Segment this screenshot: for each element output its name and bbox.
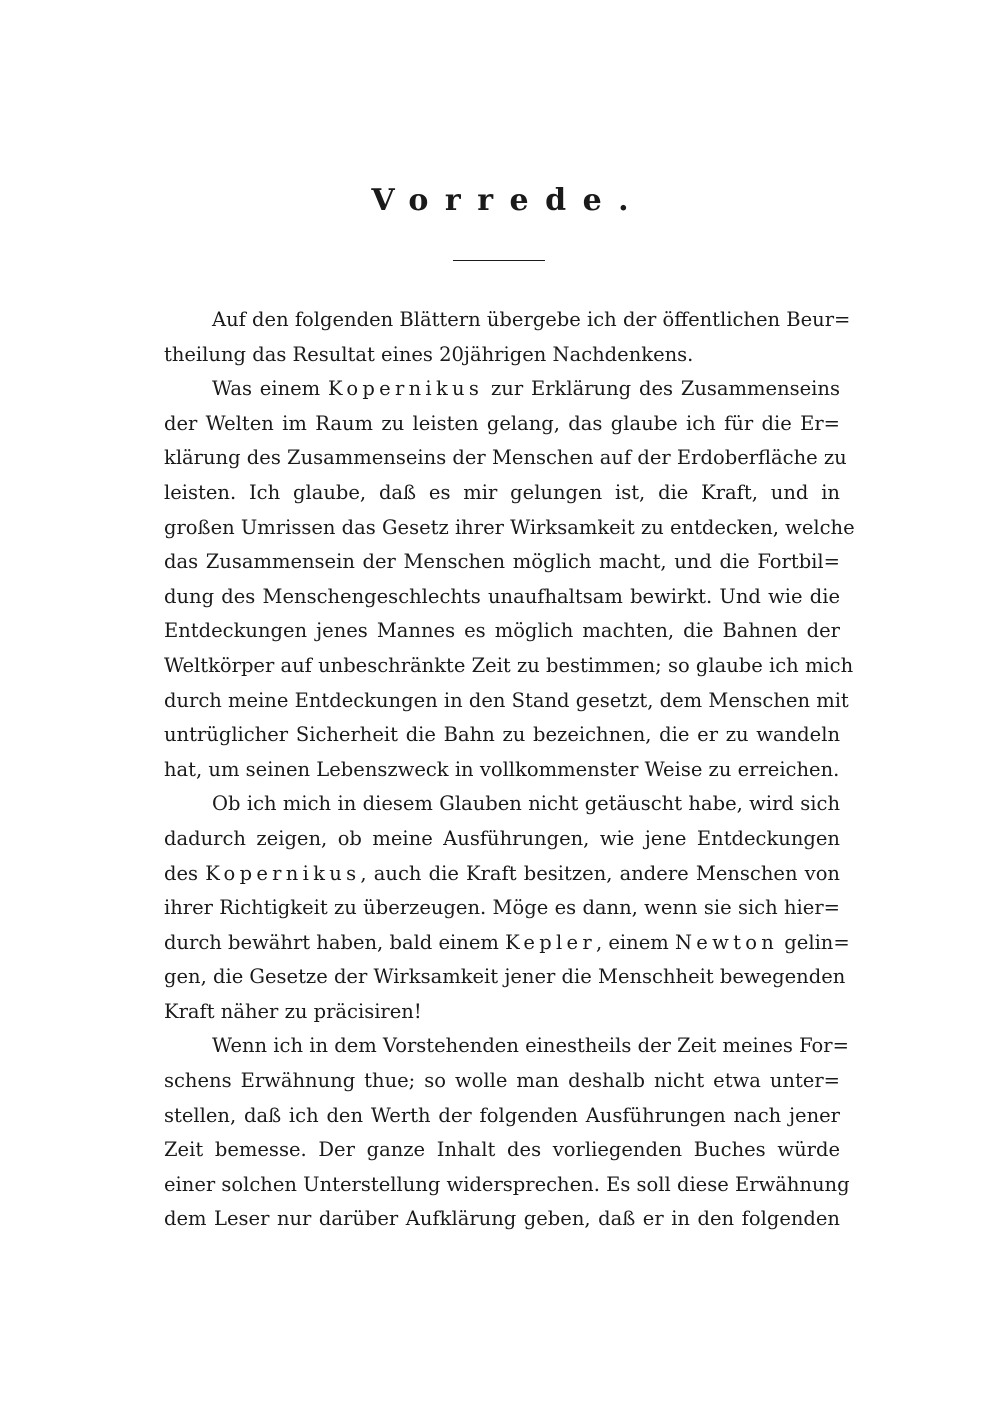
text-line: Ob ich mich in diesem Glauben nicht getäuscht habe, wird sich	[212, 792, 840, 816]
text-line: leisten. Ich glaube, daß es mir gelungen ist, die Kraft, und in	[164, 480, 840, 504]
text-line: ihrer Richtigkeit zu überzeugen. Möge es dann, wenn sie sich hier=	[164, 896, 840, 920]
text-line: Was einem Kopernikus zur Erklärung des Zusammenseins	[212, 377, 840, 401]
spaced-name: Kopernikus	[327, 377, 484, 401]
text-line: theilung das Resultat eines 20jährigen Nachdenkens.	[164, 342, 694, 366]
text-line: hat, um seinen Lebenszweck in vollkommenster Weise zu erreichen.	[164, 757, 840, 781]
text-line: des Kopernikus, auch die Kraft besitzen, andere Menschen von	[164, 861, 840, 885]
title-divider	[453, 260, 545, 261]
text-line: stellen, daß ich den Werth der folgenden Ausführungen nach jener	[164, 1103, 840, 1127]
text-line: klärung des Zusammenseins der Menschen auf der Erdoberfläche zu	[164, 446, 847, 470]
text-line: Auf den folgenden Blättern übergebe ich der öffentlichen Beur=	[212, 308, 851, 331]
text-line: Entdeckungen jenes Mannes es möglich machten, die Bahnen der	[164, 619, 840, 643]
page-title: Vorrede.	[371, 183, 646, 218]
preface-text	[164, 303, 855, 1237]
text-line: einer solchen Unterstellung widersprechen. Es soll diese Erwähnung	[164, 1172, 850, 1196]
text-line: Wenn ich in dem Vorstehenden einestheils der Zeit meines For=	[212, 1034, 849, 1058]
text-line: dung des Menschengeschlechts unaufhaltsam bewirkt. Und wie die	[164, 584, 840, 608]
spaced-name: Kopernikus	[205, 861, 361, 885]
text-line: Weltkörper auf unbeschränkte Zeit zu bestimmen; so glaube ich mich	[164, 653, 854, 677]
text-line: der Welten im Raum zu leisten gelang, das glaube ich für die Er=	[164, 411, 840, 435]
spaced-name: Newton	[674, 930, 779, 954]
text-line: dadurch zeigen, ob meine Ausführungen, wie jene Entdeckungen	[164, 826, 840, 850]
text-line: durch meine Entdeckungen in den Stand gesetzt, dem Menschen mit	[164, 688, 849, 712]
text-line: gen, die Gesetze der Wirksamkeit jener die Menschheit bewegenden	[164, 965, 846, 989]
text-line: das Zusammensein der Menschen möglich macht, und die Fortbil=	[164, 550, 840, 574]
text-line: durch bewährt haben, bald einem Kepler, einem Newton gelin=	[164, 930, 850, 954]
text-line: schens Erwähnung thue; so wolle man deshalb nicht etwa unter=	[164, 1069, 840, 1093]
spaced-name: Kepler	[505, 930, 596, 954]
text-line: untrüglicher Sicherheit die Bahn zu bezeichnen, die er zu wandeln	[164, 723, 840, 747]
text-line: Zeit bemesse. Der ganze Inhalt des vorliegenden Buches würde	[164, 1138, 840, 1162]
text-line: großen Umrissen das Gesetz ihrer Wirksamkeit zu entdecken, welche	[164, 515, 855, 539]
text-line: Kraft näher zu präcisiren!	[164, 999, 422, 1023]
text-line: dem Leser nur darüber Aufklärung geben, daß er in den folgenden	[164, 1207, 840, 1231]
